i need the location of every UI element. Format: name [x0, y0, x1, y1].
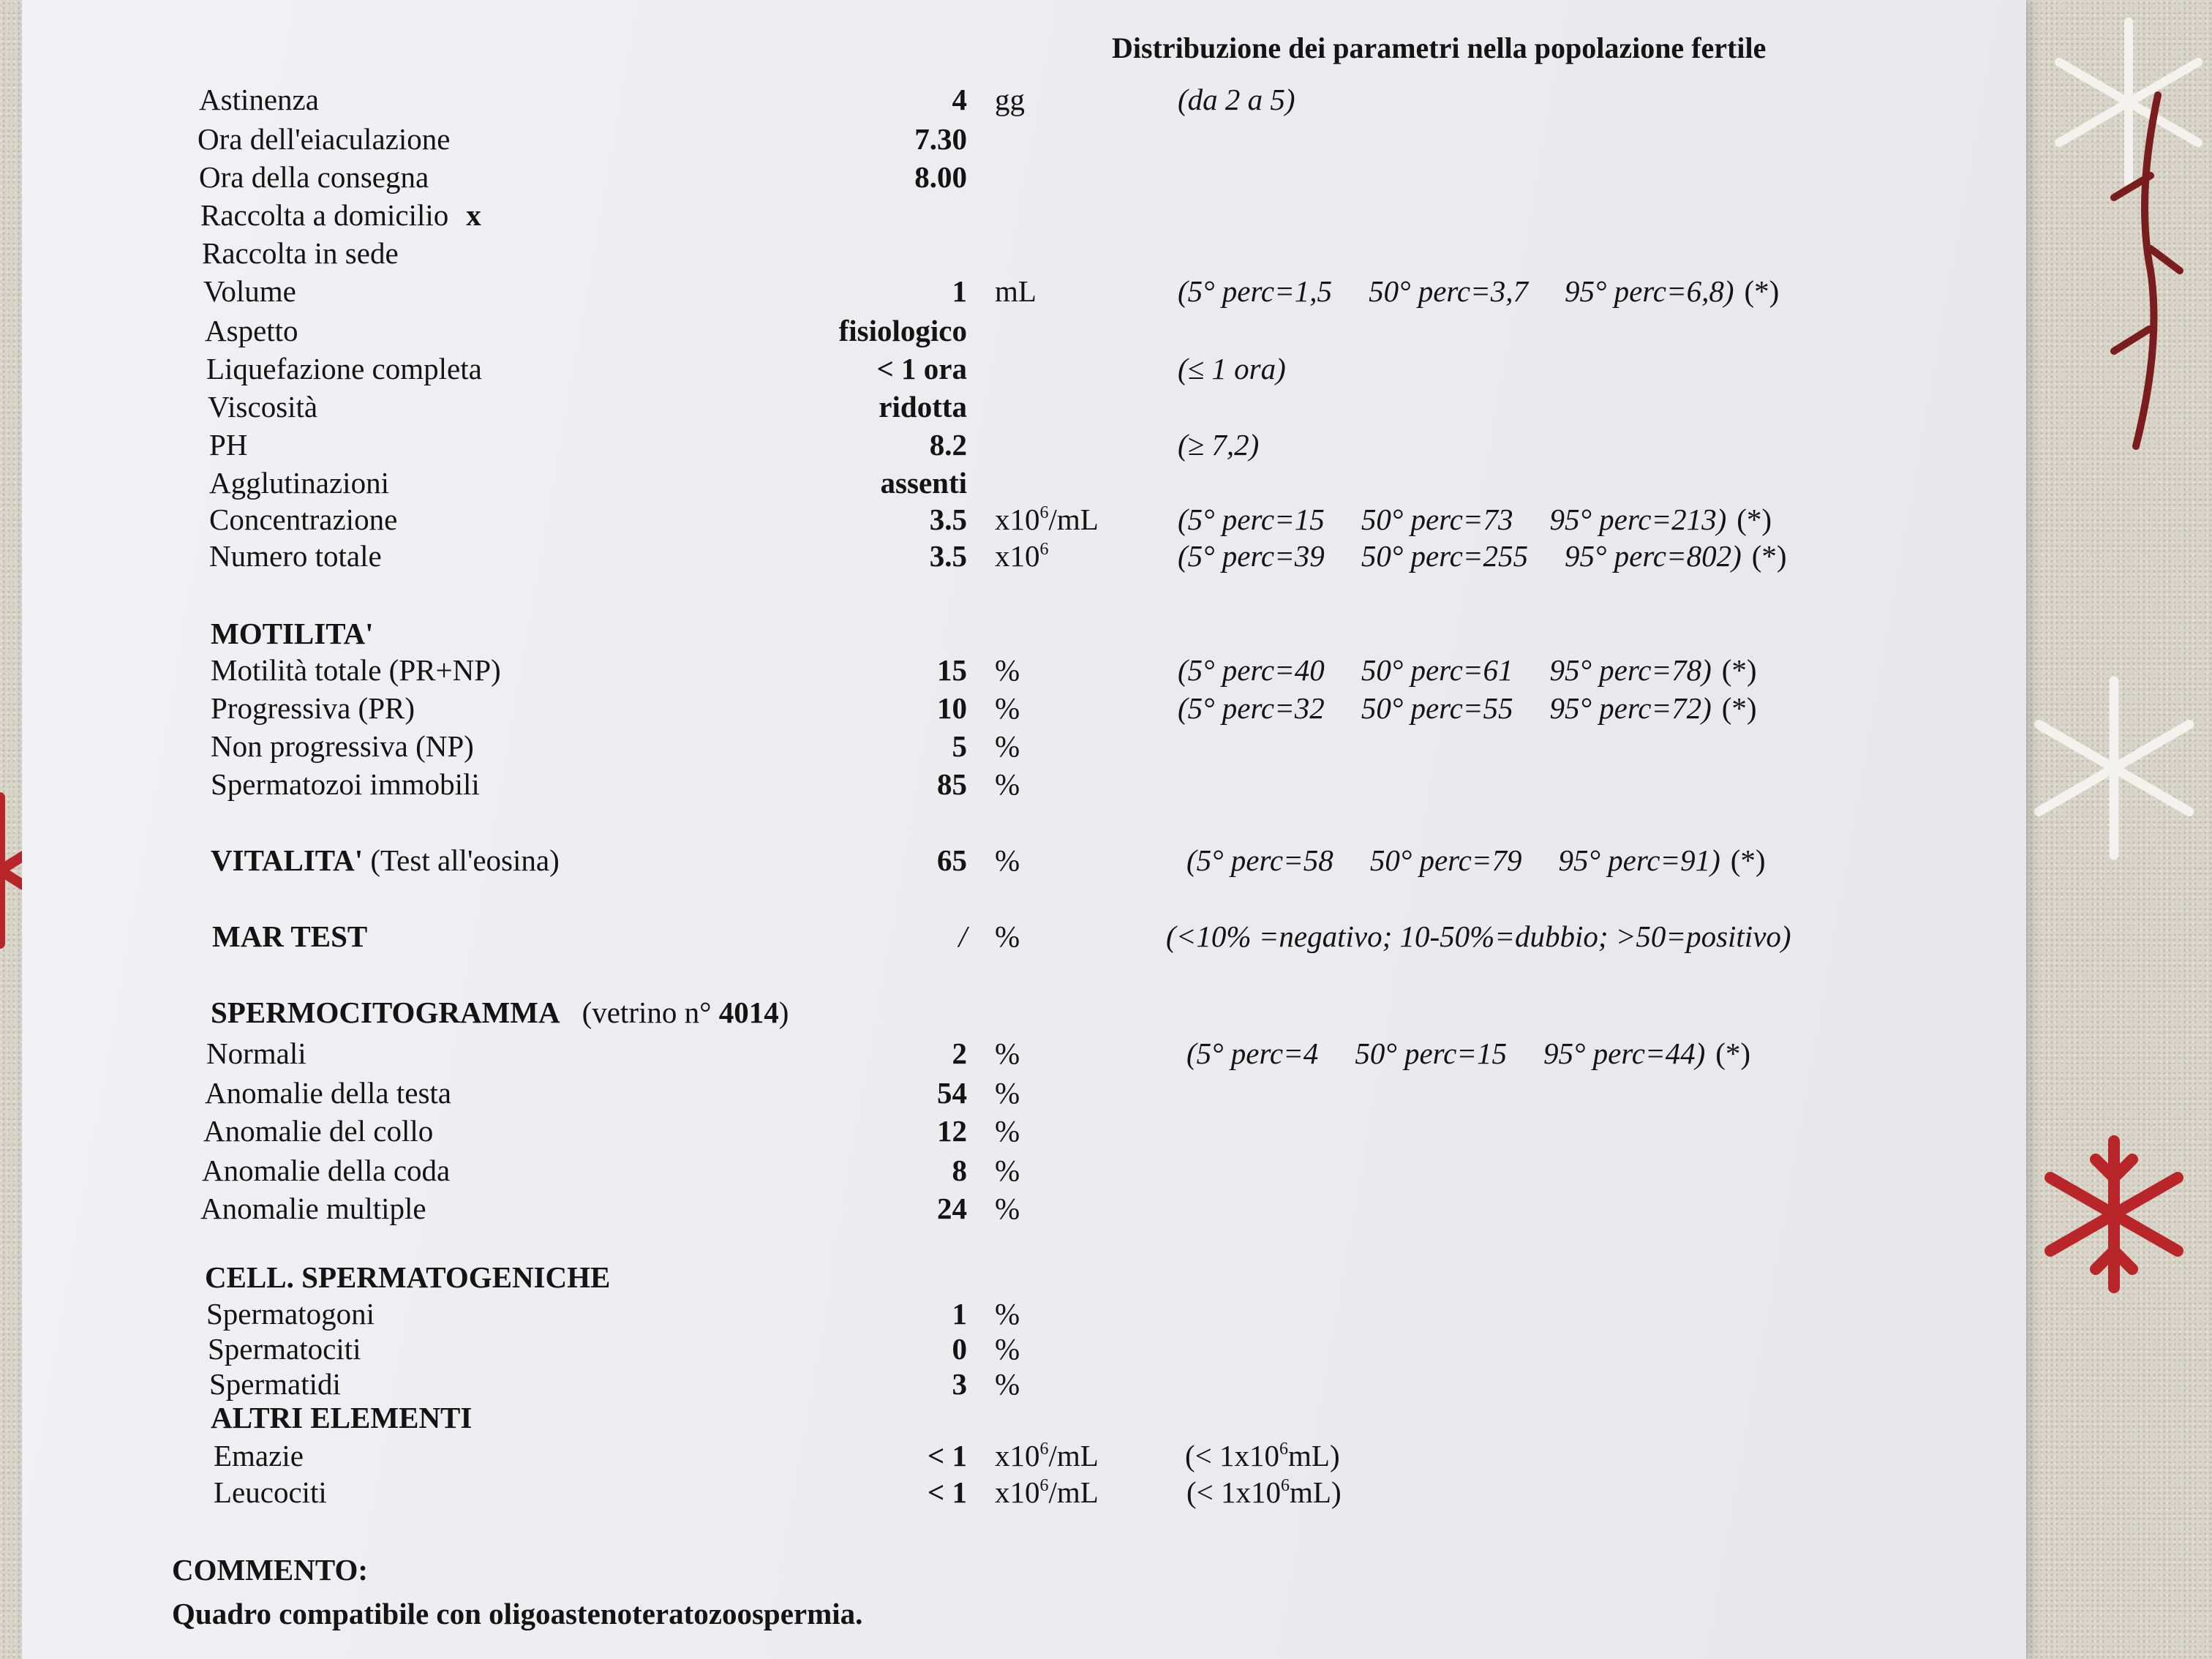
row-emazie: Emazie < 1 $x10^6/mL$ (< $1x10^6mL$)	[214, 1439, 1340, 1472]
section-cellule-spermatogeniche: CELL. SPERMATOGENICHE	[205, 1260, 611, 1294]
distribution-heading: Distribuzione dei parametri nella popolazione fertile	[1112, 31, 1767, 64]
comment-title: COMMENTO:	[172, 1553, 369, 1587]
row-progressiva: Progressiva (PR) 10 % (5° perc=32 50° perc=55 95° perc=72) (*)	[211, 691, 1757, 725]
reference-percentiles: (5° perc=15 50° perc=73 95° perc=213) (*)	[1178, 503, 1772, 536]
section-spermocitogramma: SPERMOCITOGRAMMA (vetrino n° 4014)	[211, 996, 789, 1029]
row-agglutinazioni: Agglutinazioni assenti	[209, 466, 967, 500]
comment-text: Quadro compatibile con oligoastenoteratozoospermia.	[172, 1597, 863, 1630]
row-normali: Normali 2 % (5° perc=4 50° perc=15 95° perc=44) (*)	[206, 1037, 1751, 1070]
row-concentrazione: Concentrazione 3.5 $x10^6/mL$ (5° perc=15 50° perc=73 95° perc=213) (*)	[209, 503, 1772, 536]
row-immobili: Spermatozoi immobili 85 %	[211, 767, 1020, 801]
row-spermatogoni: Spermatogoni 1 %	[206, 1297, 1020, 1331]
row-aspetto: Aspetto fisiologico	[205, 314, 967, 347]
reference-percentiles: (5° perc=4 50° perc=15 95° perc=44) (*)	[1186, 1037, 1751, 1070]
section-altri-elementi: ALTRI ELEMENTI	[211, 1401, 473, 1434]
row-liquefazione: Liquefazione completa < 1 ora (≤ 1 ora)	[206, 352, 1286, 385]
row-ph: PH 8.2 (≥ 7,2)	[209, 428, 1260, 462]
reference-percentiles: (5° perc=32 50° perc=55 95° perc=72) (*)	[1178, 691, 1757, 725]
row-raccolta-domicilio: Raccolta a domicilio x	[200, 198, 481, 232]
red-branch-icon	[2092, 88, 2194, 454]
reference-percentiles: (5° perc=39 50° perc=255 95° perc=802) (*)	[1178, 539, 1787, 573]
row-ora-eiaculazione: Ora dell'eiaculazione 7.30	[198, 122, 967, 156]
red-snowflake-icon	[2026, 1126, 2202, 1302]
row-astinenza: Astinenza 4 gg (da 2 a 5)	[199, 83, 1295, 116]
row-anomalie-coda: Anomalie della coda 8 %	[202, 1154, 1020, 1187]
white-snowflake-icon	[2019, 673, 2209, 863]
collection-mark: x	[466, 198, 481, 232]
row-viscosita: Viscosità ridotta	[208, 390, 967, 424]
row-spermatociti: Spermatociti 0 %	[208, 1332, 1020, 1366]
row-non-progressiva: Non progressiva (NP) 5 %	[211, 729, 1020, 763]
row-raccolta-sede: Raccolta in sede	[202, 236, 399, 270]
row-anomalie-testa: Anomalie della testa 54 %	[205, 1076, 1020, 1110]
row-anomalie-multiple: Anomalie multiple 24 %	[200, 1192, 1020, 1225]
row-spermatidi: Spermatidi 3 %	[209, 1367, 1020, 1401]
row-anomalie-collo: Anomalie del collo 12 %	[203, 1114, 1020, 1148]
row-ora-consegna: Ora della consegna 8.00	[199, 160, 967, 194]
section-motilita: MOTILITA'	[211, 617, 374, 650]
row-motilita-totale: Motilità totale (PR+NP) 15 % (5° perc=40 50° perc=61 95° perc=78) (*)	[211, 653, 1757, 687]
row-numero-totale: Numero totale 3.5 $x10^6$ (5° perc=39 50° perc=255 95° perc=802) (*)	[209, 539, 1787, 573]
row-mar-test: MAR TEST / % (<10% =negativo; 10-50%=dubbio; >50=positivo)	[212, 919, 1791, 953]
reference-percentiles: (5° perc=58 50° perc=79 95° perc=91) (*)	[1186, 843, 1766, 877]
reference-percentiles: (5° perc=40 50° perc=61 95° perc=78) (*)	[1178, 653, 1757, 687]
row-volume: Volume 1 mL (5° perc=1,5 50° perc=3,7 95° perc=6,8) (*)	[203, 274, 1780, 308]
report-paper	[22, 0, 2026, 1659]
row-vitalita: VITALITA' (Test all'eosina) 65 % (5° perc=58 50° perc=79 95° perc=91) (*)	[211, 843, 1766, 877]
row-leucociti: Leucociti < 1 $x10^6/mL$ (< $1x10^6mL$)	[214, 1475, 1342, 1509]
reference-percentiles: (5° perc=1,5 50° perc=3,7 95° perc=6,8) (*)	[1178, 274, 1780, 308]
